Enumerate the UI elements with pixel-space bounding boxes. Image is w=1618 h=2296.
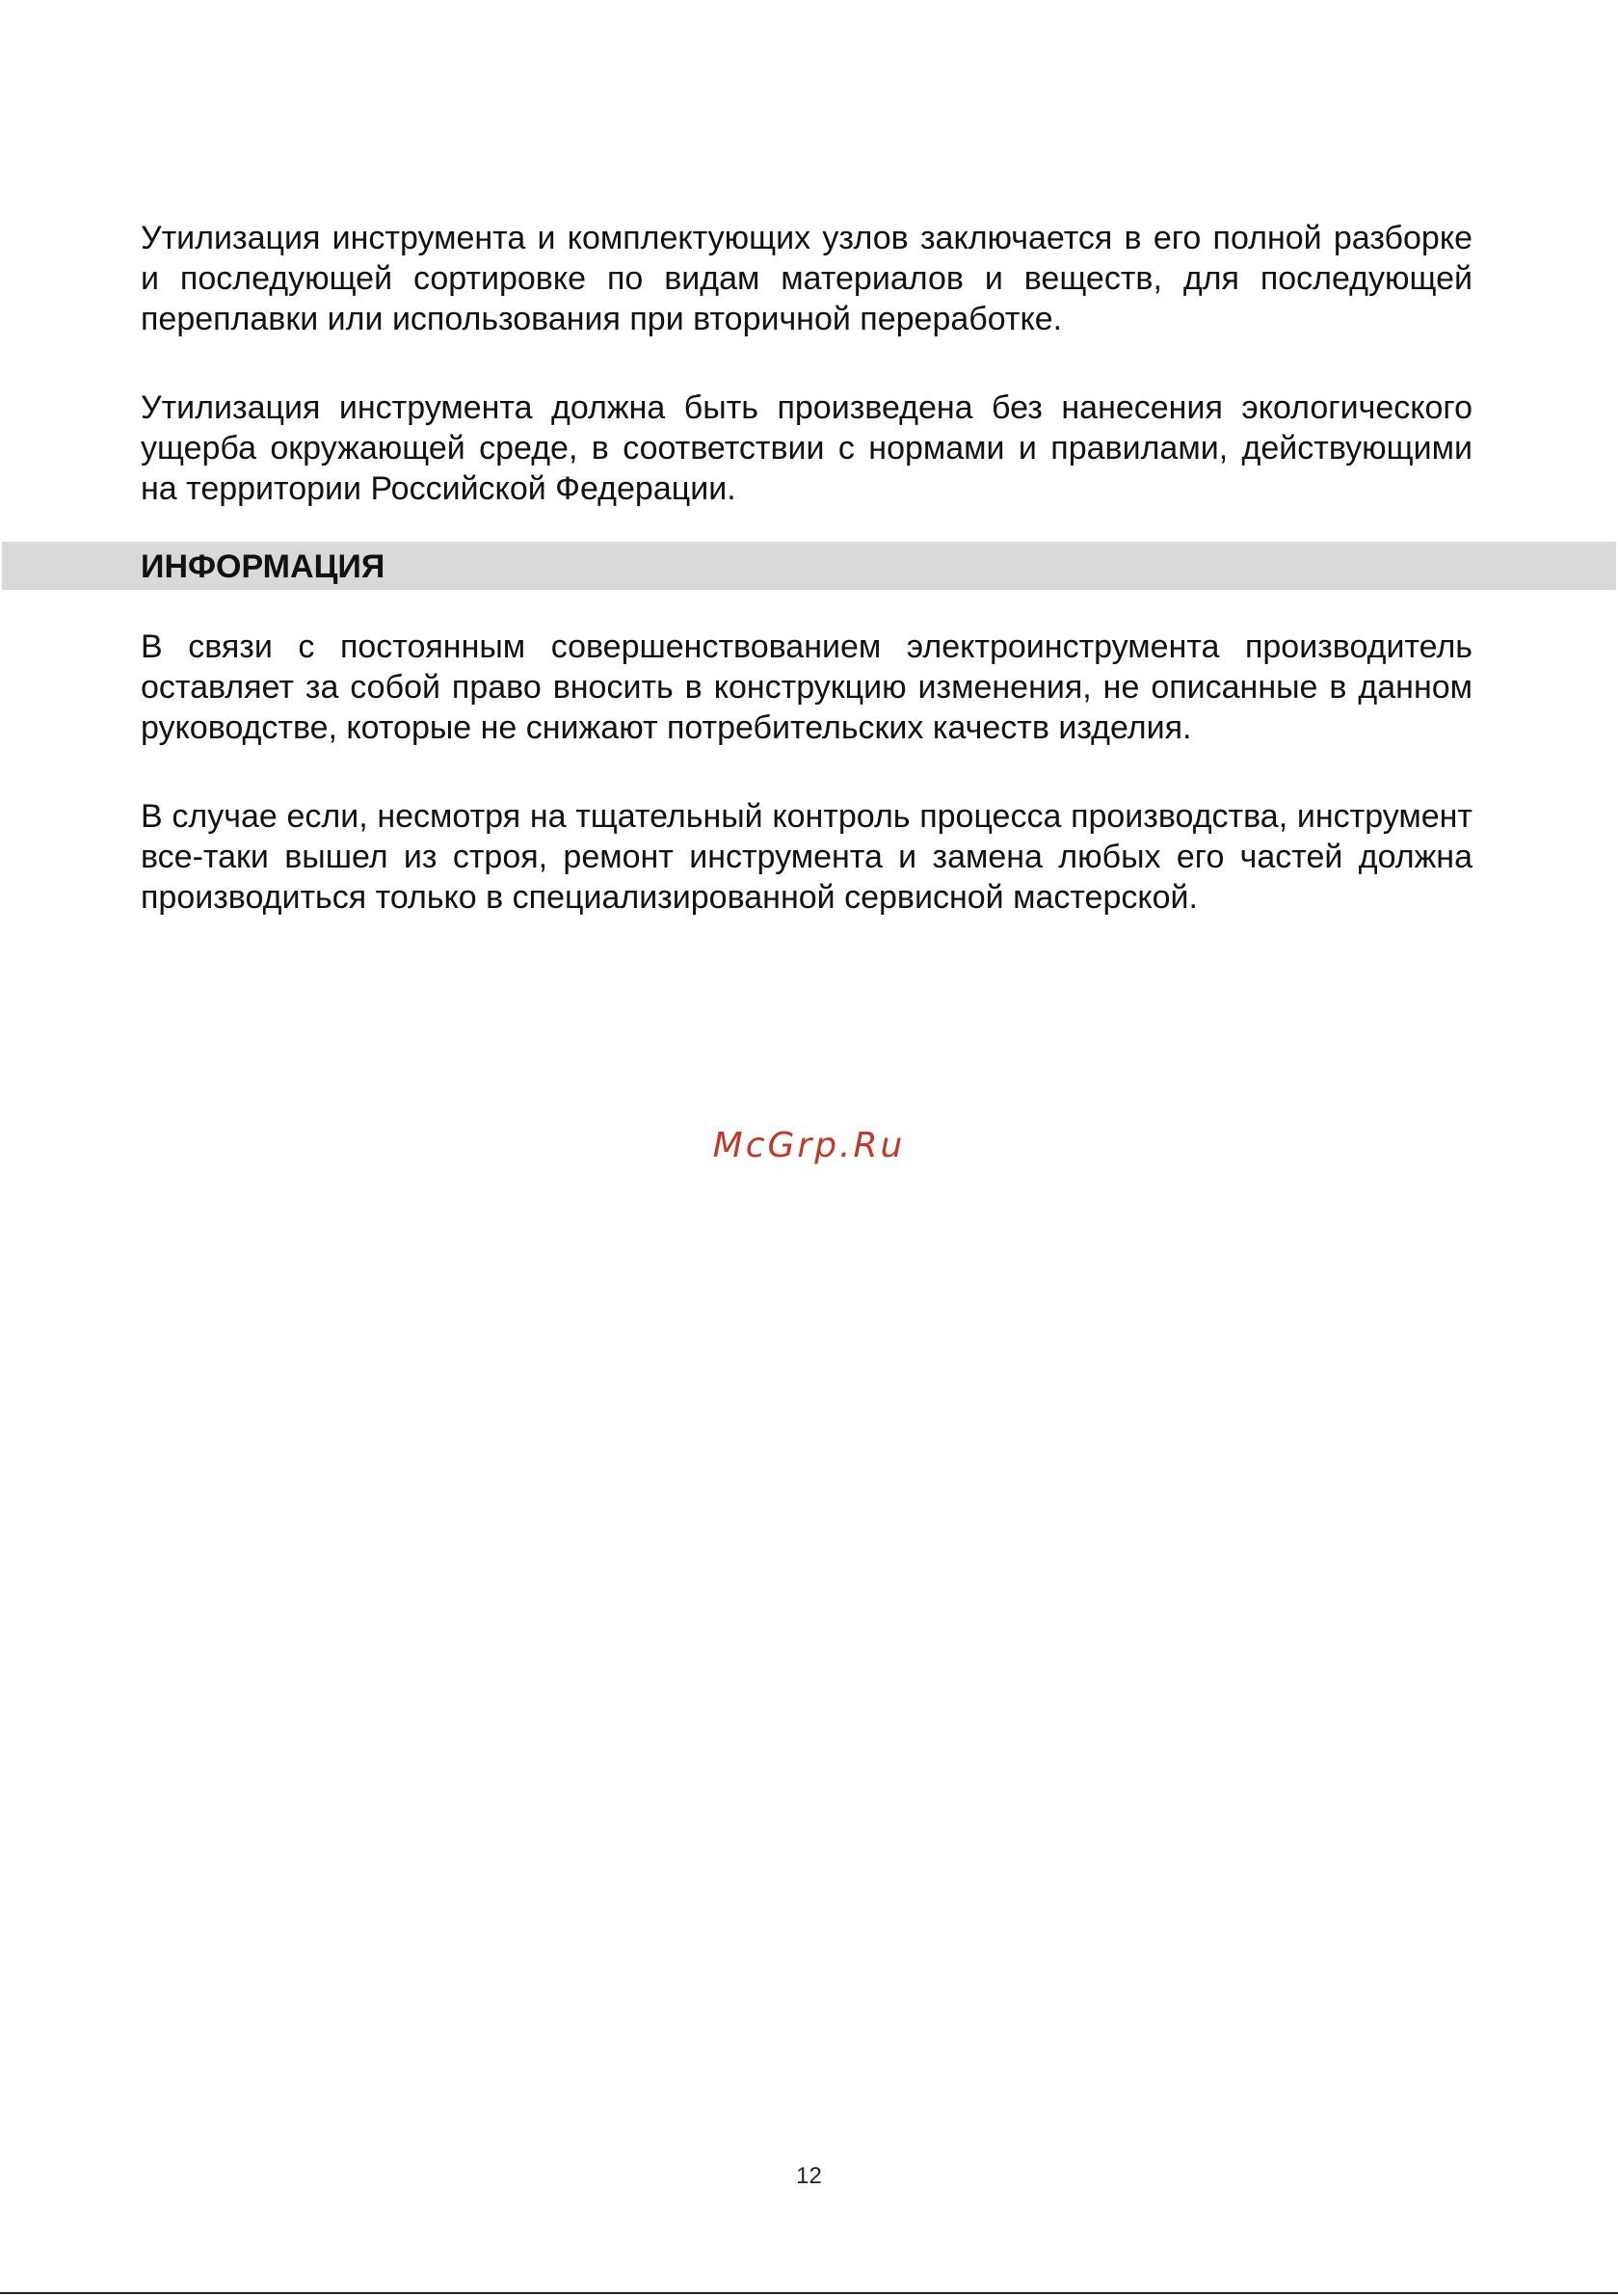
page-number: 12	[796, 2163, 822, 2189]
bottom-rule	[0, 2292, 1618, 2294]
info-paragraph-2: В случае если, несмотря на тщательный контроль процесса производства, инструмент все-таки вышел из строя, ремонт инструмента и замена любых его частей должна производиться только в специализированной сервисной мастерской.	[141, 798, 1472, 916]
section-title: ИНФОРМАЦИЯ	[141, 548, 385, 585]
section-header-bar	[2, 542, 1616, 590]
watermark: McGrp.Ru	[712, 1126, 906, 1165]
info-paragraph-1: В связи с постоянным совершенствованием электроинструмента производитель оставляет за собой право вносить в конструкцию изменения, не описанные в данном руководстве, которые не снижают потребительских качеств изделия.	[141, 628, 1472, 746]
disposal-paragraph-1: Утилизация инструмента и комплектующих узлов заключается в его полной разборке и последующей сортировке по видам материалов и веществ, для последующей переплавки или использования при вторичной переработке.	[141, 220, 1472, 337]
disposal-paragraph-2: Утилизация инструмента должна быть произведена без нанесения экологического ущерба окружающей среде, в соответствии с нормами и правилами, действующими на территории Российской Федерации.	[141, 389, 1472, 507]
